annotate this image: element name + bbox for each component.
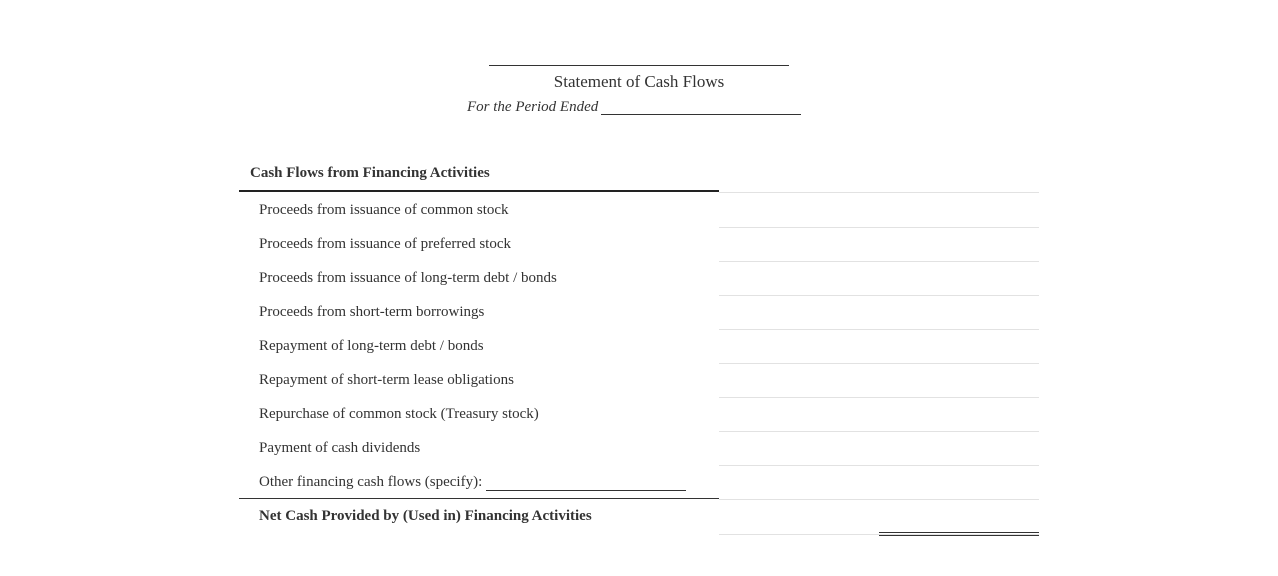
line-item-other [259, 473, 686, 491]
line-item-treasury-stock: Repurchase of common stock (Treasury stock) [259, 406, 539, 422]
amount-field-repay-long-term-debt[interactable] [719, 363, 1039, 364]
period-date-blank[interactable] [601, 100, 801, 115]
section-heading: Cash Flows from Financing Activities [250, 165, 490, 181]
line-item-other-label: Other financing cash flows (specify): [259, 474, 483, 490]
amount-field-dividends[interactable] [719, 465, 1039, 466]
net-total-label: Net Cash Provided by (Used in) Financing Activities [259, 508, 592, 524]
total-double-underline [879, 532, 1039, 536]
amount-field-long-term-debt[interactable] [719, 295, 1039, 296]
line-item-long-term-debt: Proceeds from issuance of long-term debt / bonds [259, 270, 557, 286]
amount-field-common-stock[interactable] [719, 227, 1039, 228]
amount-field-treasury-stock[interactable] [719, 431, 1039, 432]
statement-title: Statement of Cash Flows [553, 72, 725, 91]
line-item-preferred-stock: Proceeds from issuance of preferred stock [259, 236, 511, 252]
line-item-repay-lease: Repayment of short-term lease obligations [259, 372, 514, 388]
amount-field-other[interactable] [719, 499, 1039, 500]
total-rule [239, 498, 719, 499]
amount-field-short-term-borrowings[interactable] [719, 329, 1039, 330]
specify-blank-field[interactable] [486, 478, 686, 491]
line-item-repay-long-term-debt: Repayment of long-term debt / bonds [259, 338, 484, 354]
line-item-common-stock: Proceeds from issuance of common stock [259, 202, 509, 218]
line-item-dividends: Payment of cash dividends [259, 440, 421, 456]
period-label: For the Period Ended [467, 99, 599, 115]
line-item-short-term-borrowings: Proceeds from short-term borrowings [259, 304, 485, 320]
amount-field-preferred-stock[interactable] [719, 261, 1039, 262]
company-name-blank[interactable] [489, 65, 789, 66]
amount-line-header [719, 192, 1039, 193]
section-heading-rule [239, 190, 719, 192]
period-line [467, 99, 801, 116]
amount-field-repay-lease[interactable] [719, 397, 1039, 398]
